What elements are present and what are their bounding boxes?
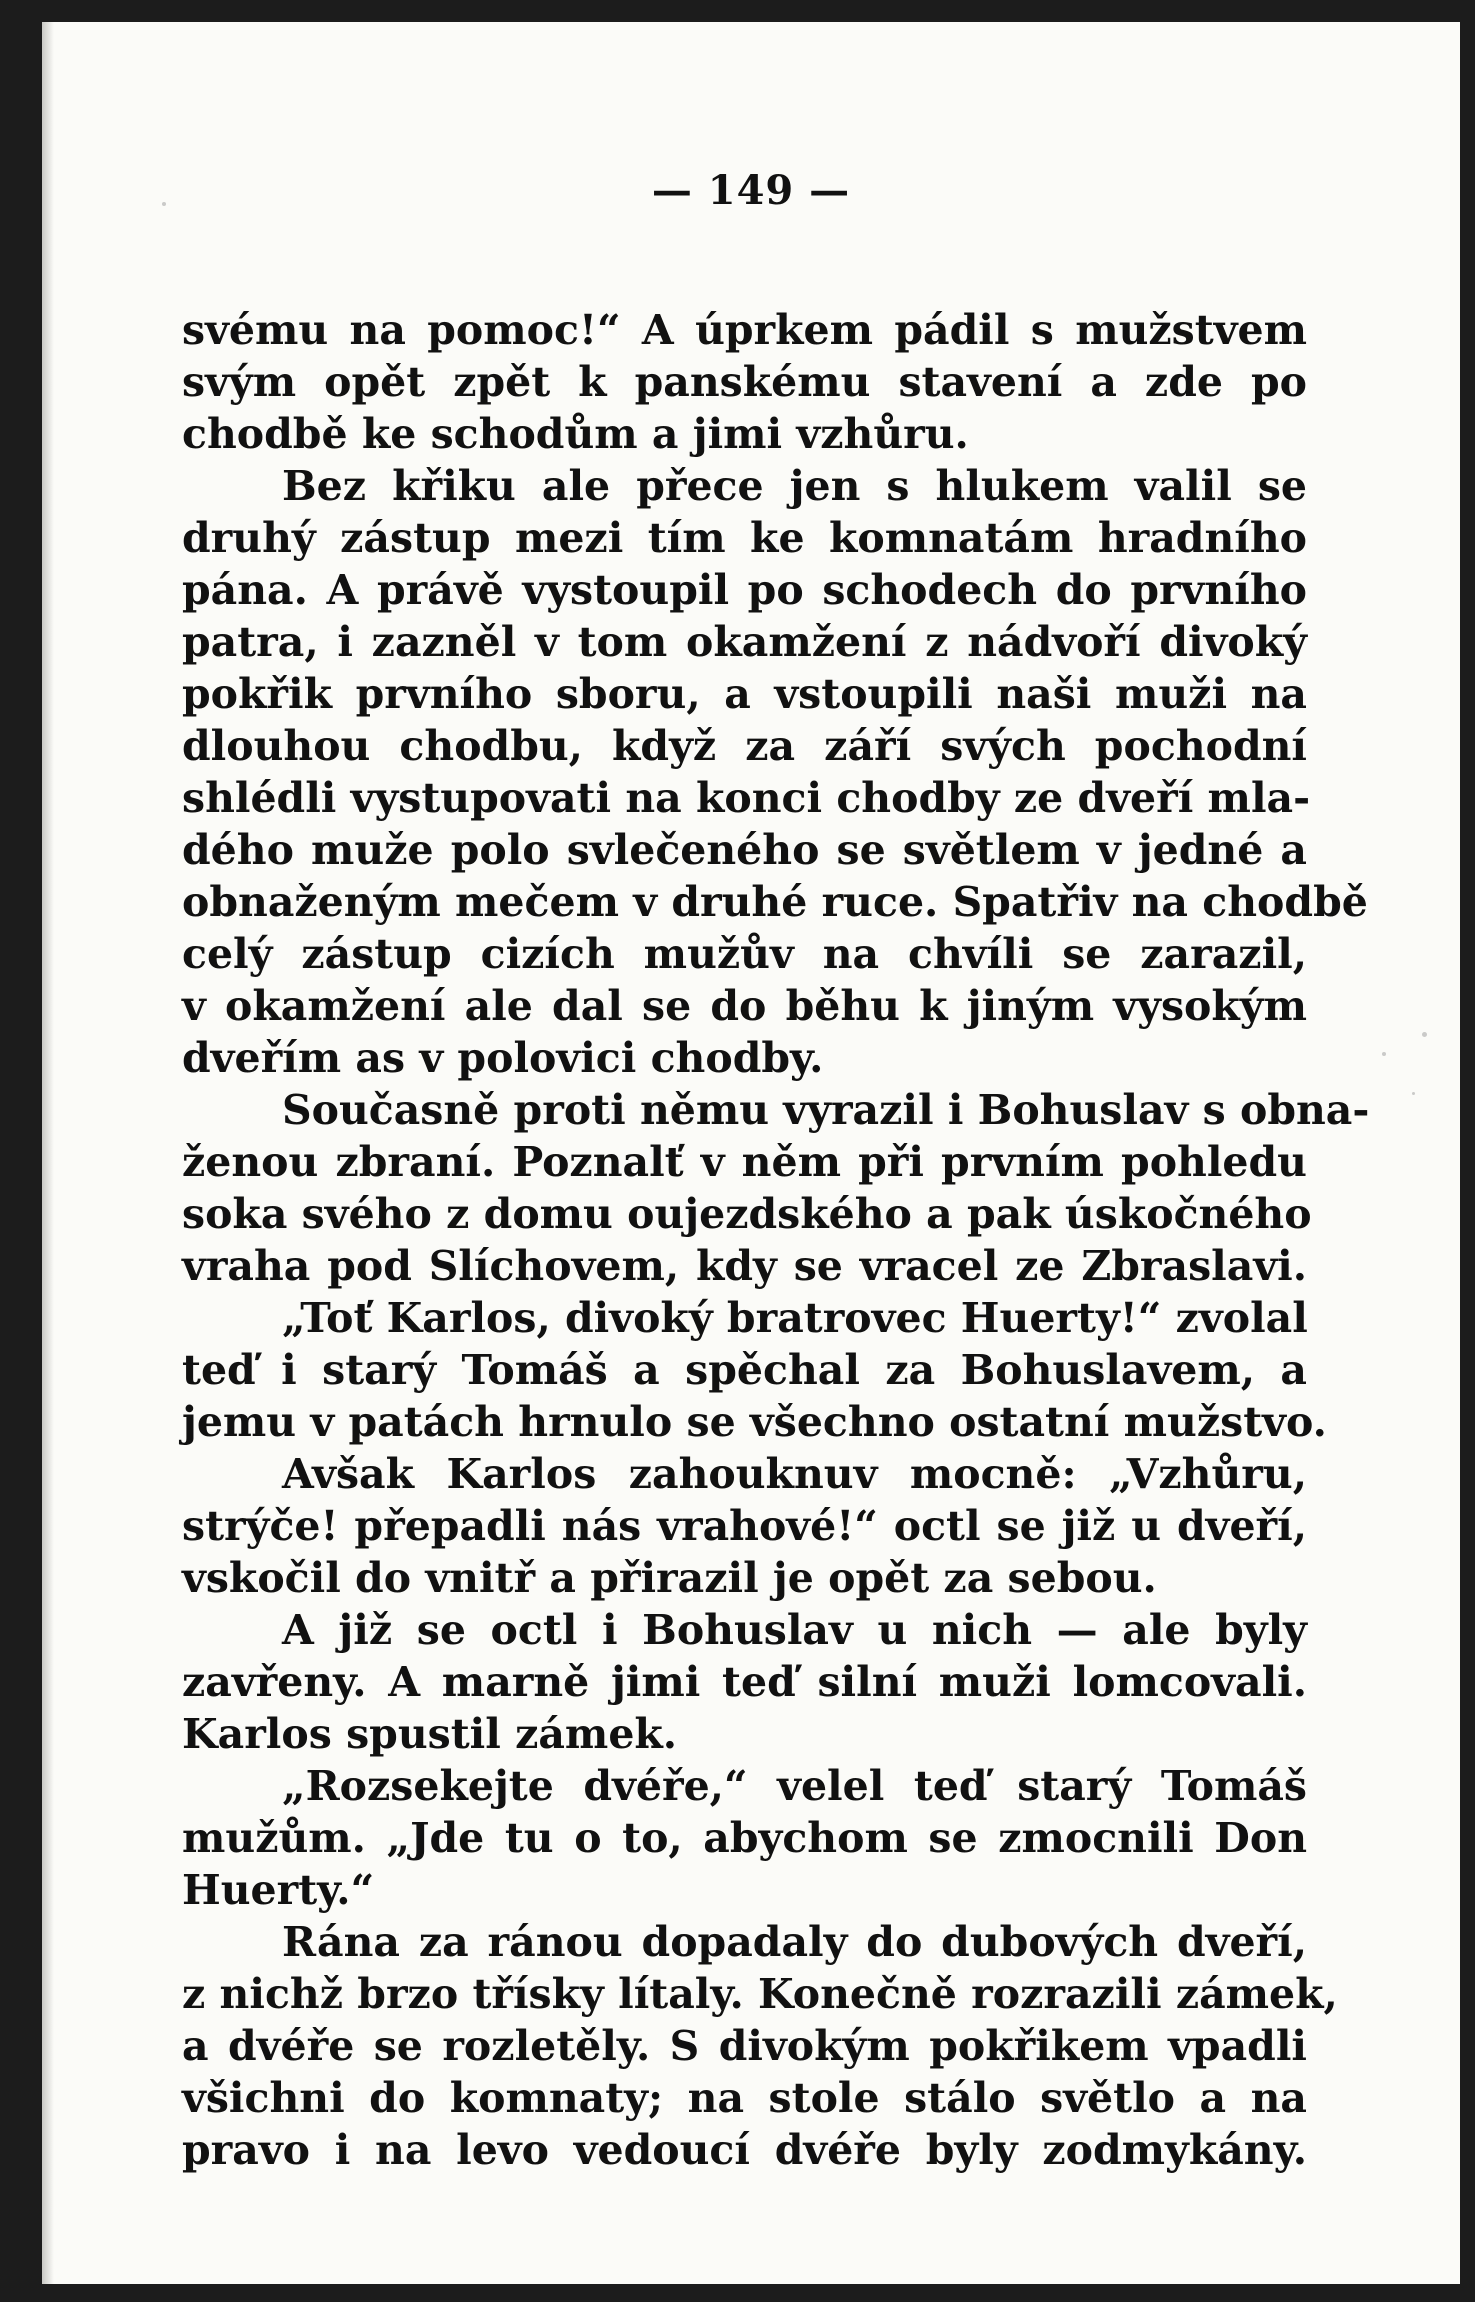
text-line: ženou zbraní. Poznalť v něm při prvním pohledu (182, 1138, 1307, 1186)
text-line: zavřeny. A marně jimi teď silní muži lomcovali. (182, 1658, 1307, 1706)
text-line: pána. A právě vystoupil po schodech do prvního (182, 566, 1307, 614)
text-line: vraha pod Slíchovem, kdy se vracel ze Zbraslavi. (182, 1242, 1307, 1290)
text-line: druhý zástup mezi tím ke komnatám hradního (182, 514, 1307, 562)
body-text (182, 304, 1370, 2176)
text-line: všichni do komnaty; na stole stálo světlo a na (182, 2074, 1307, 2122)
text-line: dveřím as v polovici chodby. (182, 1034, 824, 1082)
text-line: chodbě ke schodům a jimi vzhůru. (182, 410, 969, 458)
text-line: shlédli vystupovati na konci chodby ze dveří mla- (182, 774, 1311, 822)
paper-speck (1382, 1052, 1386, 1056)
text-line: Bez křiku ale přece jen s hlukem valil se (282, 462, 1307, 510)
text-line: jemu v patách hrnulo se všechno ostatní mužstvo. (182, 1398, 1327, 1446)
text-line: strýče! přepadli nás vrahové!“ octl se již u dveří, (182, 1502, 1307, 1550)
text-line: Karlos spustil zámek. (182, 1710, 678, 1758)
text-line: soka svého z domu oujezdského a pak úskočného (182, 1190, 1312, 1238)
paper-speck (1422, 1032, 1427, 1037)
text-line: a dvéře se rozletěly. S divokým pokřikem vpadli (182, 2022, 1307, 2070)
text-line: svému na pomoc!“ A úprkem pádil s mužstvem (182, 306, 1307, 354)
text-line: A již se octl i Bohuslav u nich — ale byly (282, 1606, 1307, 1654)
text-line: v okamžení ale dal se do běhu k jiným vysokým (182, 982, 1307, 1030)
text-line: „Toť Karlos, divoký bratrovec Huerty!“ zvolal (282, 1294, 1308, 1342)
text-line: Avšak Karlos zahouknuv mocně: „Vzhůru, (282, 1450, 1307, 1498)
page-number: — 149 — (651, 167, 851, 214)
text-line: pravo i na levo vedoucí dvéře byly zodmykány. (182, 2126, 1307, 2174)
text-line: Současně proti němu vyrazil i Bohuslav s obna- (282, 1086, 1370, 1134)
text-line: pokřik prvního sboru, a vstoupili naši muži na (182, 670, 1307, 718)
text-line: Huerty.“ (182, 1866, 375, 1914)
text-line: „Rozsekejte dvéře,“ velel teď starý Tomáš (282, 1762, 1307, 1810)
text-line: obnaženým mečem v druhé ruce. Spatřiv na chodbě (182, 878, 1368, 926)
text-line: celý zástup cizích mužův na chvíli se zarazil, (182, 930, 1307, 978)
text-line: svým opět zpět k panskému stavení a zde po (182, 358, 1307, 406)
text-line: mužům. „Jde tu o to, abychom se zmocnili Don (182, 1814, 1307, 1862)
page-edge-shadow (42, 22, 54, 2284)
text-line: dlouhou chodbu, když za září svých pochodní (182, 722, 1307, 770)
book-page (42, 22, 1460, 2284)
text-line: teď i starý Tomáš a spěchal za Bohuslavem, a (182, 1346, 1307, 1394)
text-line: vskočil do vnitř a přirazil je opět za sebou. (182, 1554, 1157, 1602)
text-line: patra, i zazněl v tom okamžení z nádvoří divoký (182, 618, 1307, 666)
text-line: z nichž brzo třísky lítaly. Konečně rozrazili zámek, (182, 1970, 1338, 2018)
text-line: dého muže polo svlečeného se světlem v jedné a (182, 826, 1307, 874)
text-line: Rána za ránou dopadaly do dubových dveří, (282, 1918, 1307, 1966)
paper-speck (1412, 1092, 1415, 1095)
paper-speck (162, 202, 166, 206)
